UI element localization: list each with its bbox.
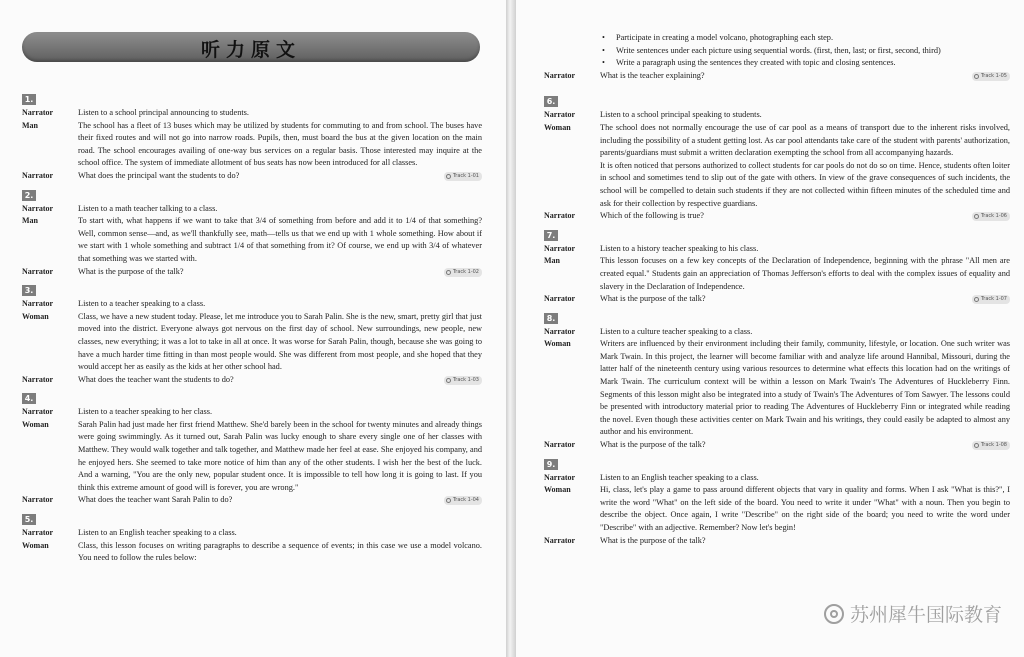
transcript-section xyxy=(544,230,1010,306)
track-badge[interactable]: Track 1-06 xyxy=(972,212,1010,221)
right-transcript xyxy=(544,32,1010,554)
line-text: To start with, what happens if we want to take that 3/4 of something from before and add it to 1/4 of that something? Well, common sense—and, as we'll thankfully see, math—tells us that we end up with 1 whole something. How about if we start with 1 whole something and subtract 1/4 of that something from it? Of course, we end up with 3/4 of whatever that something was we started with. xyxy=(78,216,482,263)
speaker-label: Narrator xyxy=(22,266,54,276)
line-text: What does the teacher want Sarah Palin to do? xyxy=(78,495,233,505)
speaker-label: Woman xyxy=(22,419,49,429)
dialogue-line xyxy=(22,419,482,495)
speaker-label xyxy=(544,160,600,210)
line-text: What is the purpose of the talk? xyxy=(600,440,706,450)
line-text: Listen to an English teacher speaking to a class. xyxy=(78,528,237,538)
line-text: What is the purpose of the talk? xyxy=(78,266,184,276)
dialogue-line xyxy=(544,122,1010,160)
line-text-wrap xyxy=(78,215,482,265)
section-number: 2. xyxy=(22,190,36,201)
line-text-wrap xyxy=(600,243,1010,256)
right-page xyxy=(516,0,1024,657)
line-text-wrap xyxy=(78,527,482,540)
line-text: What does the principal want the students to do? xyxy=(78,170,240,180)
line-text: Listen to a culture teacher speaking to a class. xyxy=(600,326,753,336)
line-text: Class, we have a new student today. Please, let me introduce you to Sarah Palin. She is the new, smart, pretty girl that just moved into the district. Everyone always got nervous on the first day of school. New surroundings, new people, new classes, new everything; it was a lot to take in all at once. It was worse for Sarah Palin, though, because she was going to have a much harder time fitting in than most people would. She was different from most people, and she hoped that they would accept her as easily as the kids at her other school had. xyxy=(78,311,482,372)
line-text: Listen to an English teacher speaking to a class. xyxy=(600,472,759,482)
speaker-label: Man xyxy=(544,256,560,266)
line-text: Listen to a teacher speaking to a class. xyxy=(78,299,206,309)
dialogue-line xyxy=(544,484,1010,534)
line-text-wrap xyxy=(78,107,482,120)
dialogue-line xyxy=(544,243,1010,256)
line-text: Listen to a teacher speaking to her class. xyxy=(78,407,213,417)
dialogue-line xyxy=(22,374,482,387)
dialogue-line xyxy=(544,535,1010,548)
dialogue-line xyxy=(544,472,1010,485)
page-title: 听力原文 xyxy=(200,39,301,61)
line-text: Class, this lesson focuses on writing paragraphs to describe a sequence of events; in this case we use a model volcano. You need to follow the rules below: xyxy=(78,540,482,563)
section-number: 8. xyxy=(544,313,558,324)
line-text: What is the purpose of the talk? xyxy=(600,294,706,304)
line-text: Hi, class, let's play a game to pass around different objects that vary in quality and forms. When I ask "What is this?", I write the word "What" on the left side of the board. You need to write it under "What" with a noun. Then you begin to describe the object. Once again, I write "Describe" on the right side of the board; you need to write the word under "Describe" with an adjective. Remember? Now let's begin! xyxy=(600,485,1010,532)
dialogue-line xyxy=(22,298,482,311)
speaker-label: Narrator xyxy=(22,528,54,538)
track-badge[interactable]: Track 1-08 xyxy=(972,441,1010,450)
line-text-wrap xyxy=(78,120,482,170)
line-text-wrap xyxy=(78,266,482,279)
dialogue-line xyxy=(22,311,482,374)
line-text-wrap xyxy=(78,540,482,565)
line-text-wrap xyxy=(600,109,1010,122)
speaker-label: Narrator xyxy=(544,110,576,120)
speaker-label: Woman xyxy=(544,339,571,349)
line-text-wrap xyxy=(600,472,1010,485)
line-text-wrap xyxy=(600,326,1010,339)
speaker-label: Narrator xyxy=(544,440,576,450)
line-text: Listen to a school principal speaking to students. xyxy=(600,110,762,120)
line-text-wrap xyxy=(78,374,482,387)
dialogue-line xyxy=(22,170,482,183)
line-text: The school has a fleet of 13 buses which may be utilized by students for commuting to and from school. The buses have their fixed routes and will not go into narrow roads. Pupils, then, must board the bus at the given location on the main road. The school encourages availing of one-way bus services on a regular basis. Those interested may inquire at the school office. The system of immediate allotment of bus seats has now been introduced for all classes. xyxy=(78,120,482,168)
line-text-wrap xyxy=(78,311,482,374)
line-text: This lesson focuses on a few key concepts of the Declaration of Independence, beginning with the phrase "All men are created equal." Students gain an appreciation of Thomas Jefferson's efforts to deal with the complex issues of equality and slavery in the Declaration of Independence. xyxy=(600,256,1010,291)
rules-list xyxy=(600,32,1010,70)
line-text-wrap xyxy=(600,255,1010,293)
dialogue-line xyxy=(544,293,1010,306)
line-text: Sarah Palin had just made her first friend Matthew. She'd barely been in the school for twenty minutes and already things were going swimmingly. As it turned out, Sarah Palin was lucky enough to share every single one of her classes with Matthew. They would walk together and talk together, and Matthew made her feel at ease. She enjoyed his company, and he enjoyed hers. She seemed to take more notice of him than any of the other students. I wish her the best of the luck. And a warning, "You are the only new, popular student once. It is impossible to tell how long it is going to last. If you think this extreme amount of good will is forever, you are wrong." xyxy=(78,419,482,492)
speaker-label: Narrator xyxy=(544,294,576,304)
title-banner xyxy=(22,32,480,62)
line-text: The school does not normally encourage the use of car pool as a means of transport due to the inherent risks involved, including the possibility of a student getting lost. As car pool attendants take care of the student with parents' authorization, parents/guardians must submit a written declaration exempting the school from all accompanying hazards. xyxy=(600,122,1010,158)
line-text-wrap xyxy=(78,298,482,311)
dialogue-line xyxy=(544,326,1010,339)
speaker-label: Woman xyxy=(544,485,571,495)
transcript-section xyxy=(544,459,1010,548)
speaker-label: Narrator xyxy=(544,326,576,336)
watermark xyxy=(824,600,1002,627)
track-badge[interactable]: Track 1-05 xyxy=(972,72,1010,81)
dialogue-line xyxy=(22,203,482,216)
speaker-label: Narrator xyxy=(22,407,54,417)
track-badge[interactable]: Track 1-02 xyxy=(444,268,482,277)
section-number: 1. xyxy=(22,94,36,105)
line-text-wrap xyxy=(78,170,482,183)
dialogue-line xyxy=(544,439,1010,452)
dialogue-line xyxy=(544,255,1010,293)
speaker-label: Woman xyxy=(22,540,49,550)
line-text-wrap xyxy=(600,210,1010,223)
speaker-label: Narrator xyxy=(22,374,54,384)
speaker-label: Narrator xyxy=(544,211,576,221)
line-text: It is often noticed that persons authorized to collect students for car pools do not do so on time. Hence, students often loiter in school and sometimes tend to slip out of the gate with others. In view of the grave consequences of such incidents, the school will be compelled to detain such students if they are not collected within fifteen minutes of the scheduled time and ask for their collection by respective guardians. xyxy=(600,160,1010,208)
speaker-label: Woman xyxy=(22,311,49,321)
dialogue-line xyxy=(22,266,482,279)
line-text-wrap xyxy=(78,494,482,507)
speaker-label: Narrator xyxy=(544,243,576,253)
dialogue-line xyxy=(544,160,1010,210)
transcript-section xyxy=(22,190,482,279)
dialogue-line xyxy=(544,109,1010,122)
transcript-section xyxy=(22,94,482,183)
track-badge[interactable]: Track 1-01 xyxy=(444,172,482,181)
speaker-label: Narrator xyxy=(22,108,54,117)
speaker-label: Narrator xyxy=(22,495,54,505)
wechat-logo-icon xyxy=(824,604,844,624)
dialogue-line xyxy=(22,540,482,565)
speaker-label: Narrator xyxy=(544,535,576,545)
line-text-wrap xyxy=(600,484,1010,534)
transcript-section xyxy=(22,514,482,565)
dialogue-line xyxy=(22,406,482,419)
dialogue-line xyxy=(22,215,482,265)
line-text-wrap xyxy=(78,203,482,216)
track-badge[interactable]: Track 1-04 xyxy=(444,496,482,505)
dialogue-line xyxy=(22,107,482,120)
line-text-wrap xyxy=(600,439,1010,452)
watermark-text: 苏州犀牛国际教育 xyxy=(849,604,1002,626)
line-text-wrap xyxy=(600,160,1010,210)
rule-item: • Write a paragraph using the sentences they created with topic and closing sentences. xyxy=(600,57,1010,70)
section-number: 7. xyxy=(544,230,558,241)
line-text xyxy=(600,70,1010,83)
line-text-wrap xyxy=(78,406,482,419)
track-badge[interactable]: Track 1-03 xyxy=(444,376,482,385)
speaker-label: Narrator xyxy=(22,299,54,309)
speaker-label: Man xyxy=(22,120,38,130)
line-text: Listen to a math teacher talking to a class. xyxy=(78,203,218,213)
rule-item: • Participate in creating a model volcano, photographing each step. xyxy=(600,32,1010,45)
speaker-label: Man xyxy=(22,216,38,226)
section-number: 9. xyxy=(544,459,558,470)
line-text: Which of the following is true? xyxy=(600,211,704,221)
line-text: Listen to a school principal announcing to students. xyxy=(78,108,249,117)
section-number: 6. xyxy=(544,96,558,107)
line-text-wrap xyxy=(600,535,1010,548)
speaker-label: Narrator xyxy=(544,70,576,80)
section-number: 3. xyxy=(22,285,36,296)
track-badge[interactable]: Track 1-07 xyxy=(972,295,1010,304)
rule-item: • Write sentences under each picture using sequential words. (first, then, last; or first, second, third) xyxy=(600,45,1010,58)
dialogue-line xyxy=(544,338,1010,439)
line-text: Listen to a history teacher speaking to his class. xyxy=(600,243,759,253)
transcript-section xyxy=(22,393,482,507)
speaker-label: Narrator xyxy=(544,472,576,482)
dialogue-line xyxy=(22,120,482,170)
dialogue-line xyxy=(544,210,1010,223)
dialogue-line xyxy=(22,494,482,507)
left-transcript xyxy=(22,94,482,572)
speaker-label: Narrator xyxy=(22,203,54,213)
transcript-section xyxy=(544,96,1010,222)
line-text-wrap xyxy=(600,122,1010,160)
speaker-label: Narrator xyxy=(22,170,54,180)
book-gutter xyxy=(506,0,516,657)
transcript-section xyxy=(544,313,1010,452)
line-text-wrap xyxy=(600,293,1010,306)
section-number: 4. xyxy=(22,393,36,404)
line-text-wrap xyxy=(600,338,1010,439)
left-page xyxy=(0,0,506,657)
line-text: What is the purpose of the talk? xyxy=(600,535,706,545)
section-number: 5. xyxy=(22,514,36,525)
transcript-section xyxy=(22,285,482,386)
dialogue-line xyxy=(544,70,1010,83)
line-text-wrap xyxy=(78,419,482,495)
line-text: Writers are influenced by their environment including their family, community, lifestyle, or location. One such writer was Mark Twain. In this project, the learner will become familiar with and analyze life around Hannibal, Missouri, during the latter half of the nineteenth century using various resources to determine what effects this location had on the writings of Mark Twain. The curriculum context will be within a lesson on Mark Twain's The Adventures of Huckleberry Finn. Segments of this lesson might also be integrated into a study of Twain's The Adventures of Tom Sawyer. The lessons could be presented with introductory material prior to reading The Adventures of Huckleberry Finn or integrated while reading the novel. Even though these activities center on Mark Twain and his writings, they could easily be adapted to almost any author and his environment. xyxy=(600,339,1010,437)
right-sections xyxy=(544,96,1010,547)
question-text: What is the teacher explaining? xyxy=(600,70,705,80)
line-text: What does the teacher want the students to do? xyxy=(78,374,234,384)
speaker-label: Woman xyxy=(544,122,571,132)
dialogue-line xyxy=(22,527,482,540)
